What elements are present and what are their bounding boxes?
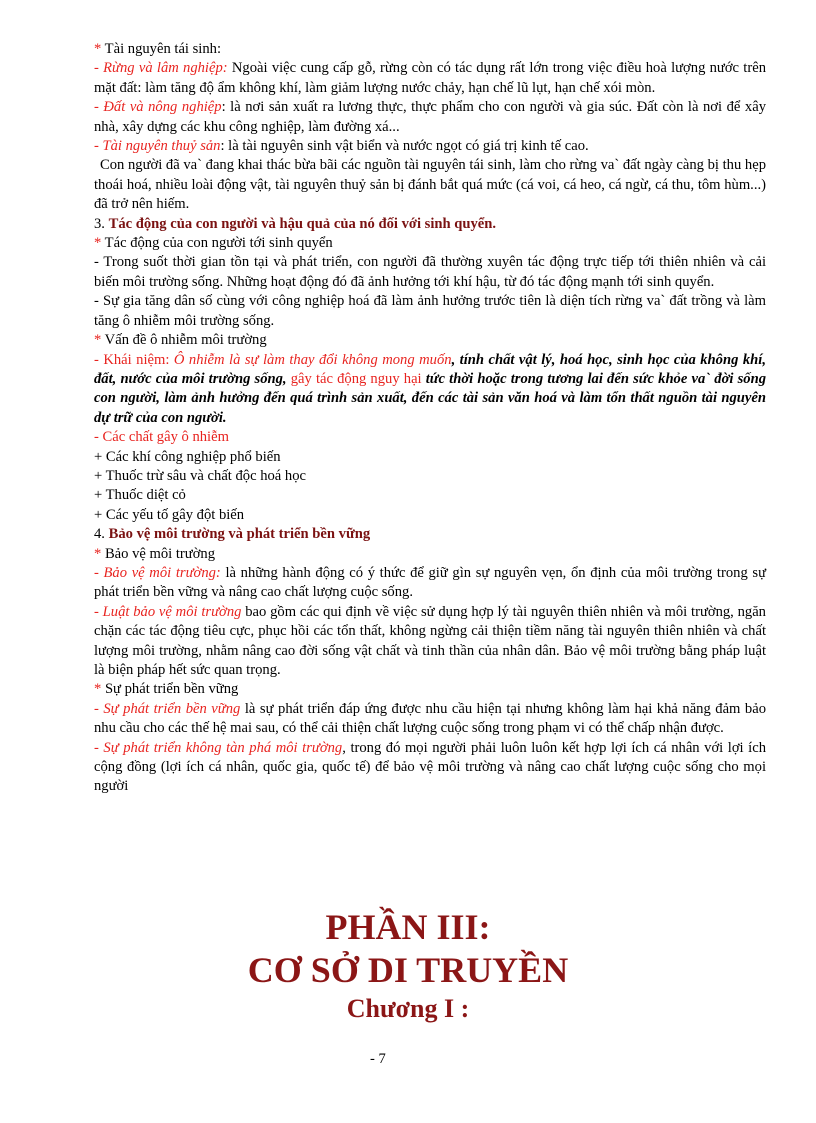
heading-text: Tác động của con người và hậu quả của nó đối với sinh quyển. [108,215,497,232]
paragraph-text: Tác động của con người tới sinh quyển [101,235,333,252]
section-heading-4 [94,525,766,544]
definition-part-4: tức thời hoặc trong tương lai đến sức khỏe va` đời sống con người, làm ảnh hưởng đến quá trình sản xuất, đến các tài sản văn hoá và làm tổn thất nguồn tài nguyên dự trữ của con người. [94,370,766,426]
paragraph-pollutants: - Các chất gây ô nhiễm [94,429,229,446]
part-title: PHẦN III: [325,907,491,947]
paragraph-text: Vấn đề ô nhiễm môi trường [101,332,267,349]
paragraph-aquatic [94,137,766,156]
term-label: - Đất và nông nghiệp [94,99,222,116]
definition-part-1: Ô nhiễm là sự làm thay đổi không mong muốn [173,351,452,368]
paragraph-population: - Sự gia tăng dân số cùng với công nghiệp hoá đã làm ảnh hưởng trước tiên là diện tích rừng va` đất trồng và làm tăng ô nhiễm môi trường sống. [94,293,766,329]
paragraph-human-impact [94,234,766,253]
term-label: - Sự phát triển bền vững [94,700,241,717]
paragraph-land [94,98,766,137]
subject-title: CƠ SỞ DI TRUYỀN [247,950,569,990]
paragraph-text: : là nơi sản xuất ra lương thực, thực phẩm cho con người và gia súc. Đất còn là nơi để xây nhà, xây dựng các khu công nghiệp, làm đường xá... [94,99,766,135]
paragraph-text: Ngoài việc cung cấp gỗ, rừng còn có tác dụng rất lớn trong việc điều hoà lượng nước trên mặt đất: làm tăng độ ẩm không khí, làm giảm lượng nước chảy, hạn chế lũ lụt, hạn chế xói mòn. [94,60,766,96]
bullet-star: * [94,332,102,349]
term-label: - Sự phát triển không tàn phá môi trường [94,739,343,756]
term-label: - Luật bảo vệ môi trường [94,603,242,620]
heading-number: 4. [94,526,109,543]
paragraph-text: Bảo vệ môi trường [101,545,216,562]
list-item: + Thuốc trừ sâu và chất độc hoá học [94,467,307,484]
paragraph-law [94,603,766,681]
paragraph-history: - Trong suốt thời gian tồn tại và phát triển, con người đã thường xuyên tác động trực tiếp tới thiên nhiên và cải biến môi trường sống. Những hoạt động đó đã ảnh hưởng tới khí hậu, từ đó tác động mạnh tới sinh quyển. [94,254,766,290]
term-label: - Khái niệm: [94,351,174,368]
paragraph-protection-def [94,564,766,603]
definition-part-3: gây tác động nguy hại [290,370,422,387]
list-item: + Các khí công nghiệp phổ biến [94,448,281,465]
paragraph-text: là sự phát triển đáp ứng được nhu cầu hiện tại nhưng không làm hại khả năng đảm bảo nhu cầu cho các thế hệ mai sau, có thể cải thiện chất lượng cuộc sống trong phạm vi có thể chấp nhận được. [94,700,767,737]
paragraph-text: , trong đó mọi người phải luôn luôn kết hợp lợi ích cá nhân với lợi ích cộng đồng (lợi ích cá nhân, quốc gia, quốc tế) để bảo vệ môi trường và nâng cao chất lượng cuộc sống cho mọi người [94,739,766,795]
heading-number: 3. [94,215,109,232]
paragraph-sustainable [94,680,766,699]
bullet-star: * [94,545,102,562]
bullet-star: * [94,681,102,698]
list-item: + Thuốc diệt cỏ [94,487,186,504]
list-item: + Các yếu tố gây đột biến [94,506,245,523]
term-label: - Tài nguyên thuỷ sản [94,138,221,155]
definition-part-2: , tính chất vật lý, hoá học, sinh học của không khí, đất, nước của môi trường sống, [94,351,766,387]
chapter-title: Chương I : [346,994,470,1023]
paragraph-no-destruction [94,739,766,797]
bullet-star: * [94,235,102,252]
paragraph-exploitation: Con người đã va` đang khai thác bừa bãi các nguồn tài nguyên tái sinh, làm cho rừng va` đất ngày càng bị thu hẹp thoái hoá, nhiều loài động vật, tài nguyên thuỷ sản bị đánh bắt quá mức (cá voi, cá heo, cá ngừ, cá thu, tôm hùm...) đã trở nên hiếm. [94,157,766,213]
heading-text: Bảo vệ môi trường và phát triển bền vững [108,526,371,543]
document-body [94,40,766,797]
section-heading-3 [94,215,766,234]
paragraph-text: : là tài nguyên sinh vật biển và nước ngọt có giá trị kinh tế cao. [220,138,589,155]
paragraph-sustainable-def [94,700,766,739]
paragraph-pollution [94,331,766,350]
paragraph-text: bao gồm các qui định về việc sử dụng hợp lý tài nguyên thiên nhiên và môi trường, ngăn chặn các tác động tiêu cực, phục hồi các tổn thất, không ngừng cải thiện tiềm năng tài nguyên thiên nhiên và chất lượng môi trường, nhằm nâng cao đời sống vật chất và tinh thần của nhân dân. Bảo vệ môi trường bằng pháp luật là biện pháp hết sức quan trọng. [94,603,766,678]
paragraph-definition [94,351,766,429]
paragraph-text: là những hành động có ý thức để giữ gìn sự nguyên vẹn, ổn định của môi trường trong sự phát triển bền vững và nâng cao chất lượng cuộc sống. [94,564,766,601]
term-label: - Rừng và lâm nghiệp: [94,60,228,77]
paragraph-text: Tài nguyên tái sinh: [101,41,222,57]
paragraph-protection [94,545,766,564]
paragraph-forest [94,59,766,98]
paragraph-renewable-resources [94,40,766,59]
paragraph-text: Sự phát triển bền vững [101,681,239,698]
bullet-star: * [94,41,102,57]
term-label: - Bảo vệ môi trường: [94,564,221,581]
page-number: - 7 [370,1051,386,1067]
